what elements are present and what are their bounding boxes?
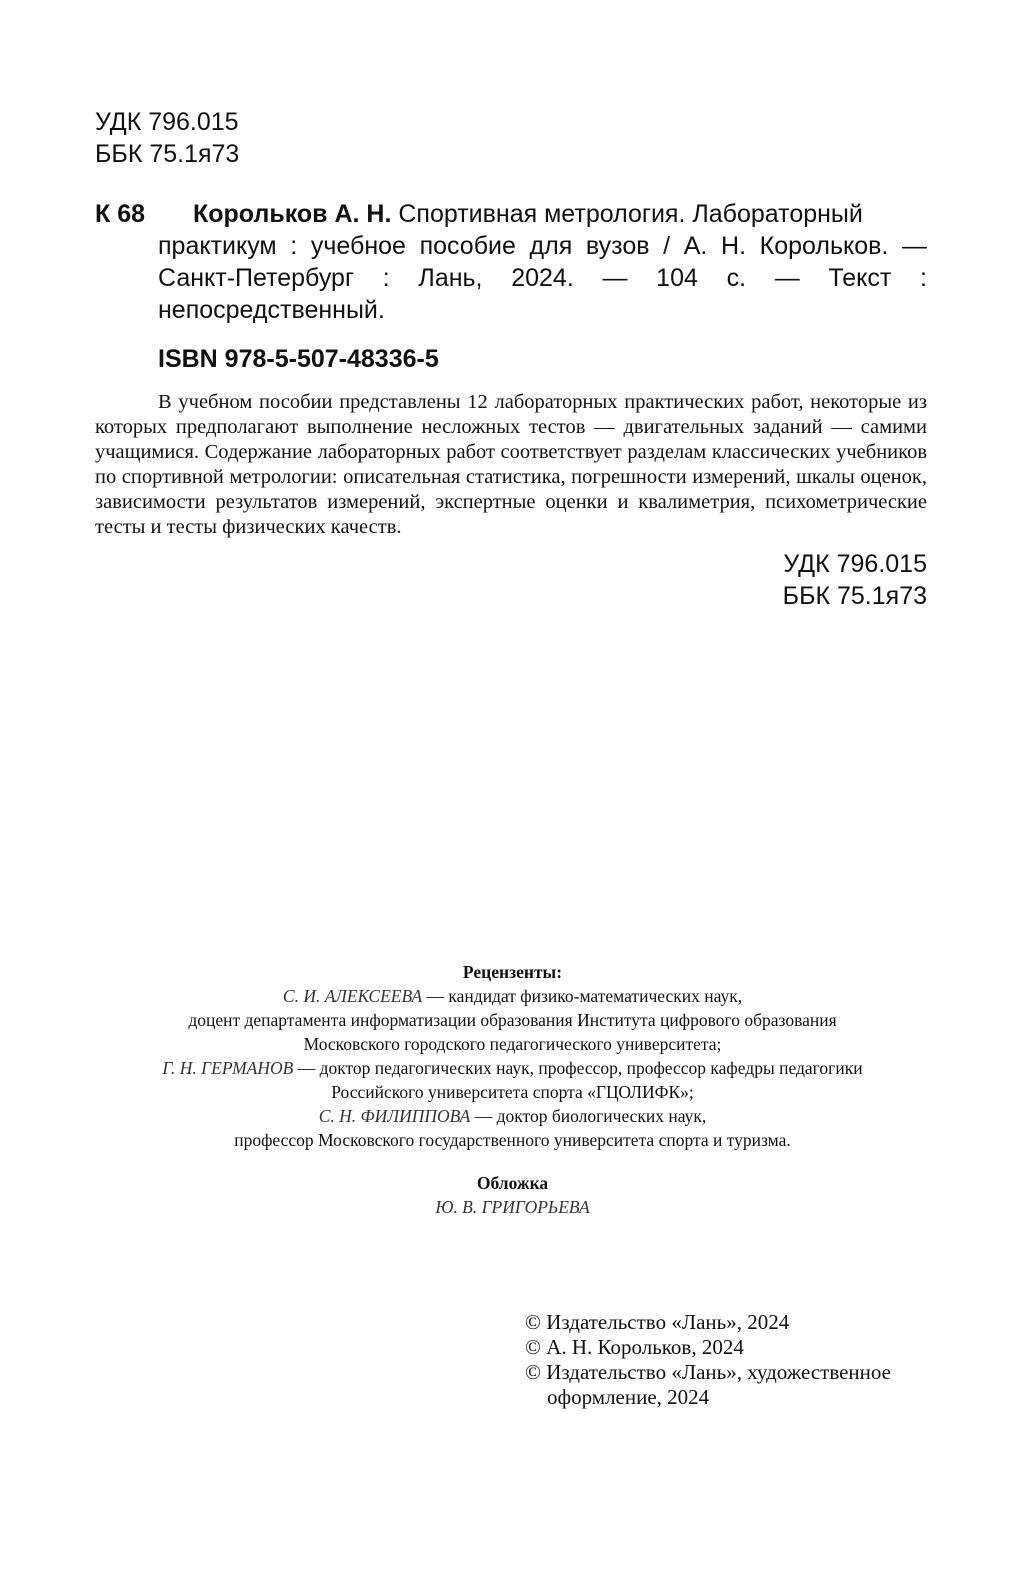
reviewer-2-line-2: Российского университета спорта «ГЦОЛИФК»; — [331, 1082, 694, 1102]
reviewer-1-name: С. И. АЛЕКСЕЕВА — [282, 986, 423, 1006]
reviewer-3-title: — доктор биологических наук, — [470, 1106, 707, 1126]
classification-bottom — [783, 548, 927, 612]
copyright-design-cont: оформление, 2024 — [547, 1385, 710, 1409]
copyright-block — [525, 1310, 945, 1410]
isbn: ISBN 978-5-507-48336-5 — [158, 345, 439, 373]
copyright-publisher: © Издательство «Лань», 2024 — [525, 1310, 790, 1334]
reviewer-1-line-3: Московского городского педагогического университета; — [303, 1034, 722, 1054]
catalog-entry — [95, 198, 927, 326]
reviewer-3-line-2: профессор Московского государственного университета спорта и туризма. — [234, 1130, 791, 1150]
cover-designer: Ю. В. ГРИГОРЬЕВА — [435, 1197, 590, 1217]
reviewer-3-name: С. Н. ФИЛИППОВА — [318, 1106, 471, 1126]
reviewer-1-title: — кандидат физико-математических наук, — [422, 986, 743, 1006]
reviewer-3 — [0, 1104, 1025, 1128]
copyright-author: © А. Н. Корольков, 2024 — [525, 1335, 744, 1359]
cover-heading: Обложка — [476, 1173, 549, 1193]
reviewer-1 — [0, 984, 1025, 1008]
entry-line-4: непосредственный. — [158, 296, 385, 324]
reviewer-2-title: — доктор педагогических наук, профессор, профессор кафедры педагогики — [293, 1058, 863, 1078]
entry-title: Спортивная метрология. Лабораторный — [391, 200, 863, 228]
cover-credit — [0, 1171, 1025, 1219]
udk-code: УДК 796.015 — [95, 108, 239, 136]
entry-line-2: практикум : учебное пособие для вузов / А. Н. Корольков. — — [158, 232, 927, 260]
annotation-text: В учебном пособии представлены 12 лабораторных практических работ, некоторые из которых предполагают выполнение несложных тестов — двигательных заданий — самими учащимися. Содержание лабораторных работ соответствует разделам классических учебников по спортивной метрологии: описательная статистика, погрешности измерений, шкалы оценок, зависимости результатов измерений, экспертные оценки и квалиметрия, психометрические тесты и тесты физических качеств. — [95, 391, 927, 538]
reviewer-1-line-2: доцент департамента информатизации образования Института цифрового образования — [188, 1010, 837, 1030]
annotation — [95, 390, 927, 540]
entry-line-3: Санкт-Петербург : Лань, 2024. — 104 с. — Текст : — [158, 264, 927, 292]
udk-code-bottom: УДК 796.015 — [783, 550, 927, 578]
reviewer-2 — [0, 1056, 1025, 1080]
bbk-code-bottom: ББК 75.1я73 — [782, 582, 927, 610]
entry-line-1 — [158, 198, 927, 230]
reviewers-heading: Рецензенты: — [462, 962, 563, 982]
reviewer-2-name: Г. Н. ГЕРМАНОВ — [162, 1058, 294, 1078]
bbk-code: ББК 75.1я73 — [95, 140, 240, 168]
author-name: Корольков А. Н. — [193, 200, 392, 228]
copyright-design: © Издательство «Лань», художественное — [525, 1360, 891, 1384]
classification-top — [95, 106, 239, 170]
reviewers-block — [0, 960, 1025, 1152]
author-mark: К 68 — [95, 200, 146, 228]
